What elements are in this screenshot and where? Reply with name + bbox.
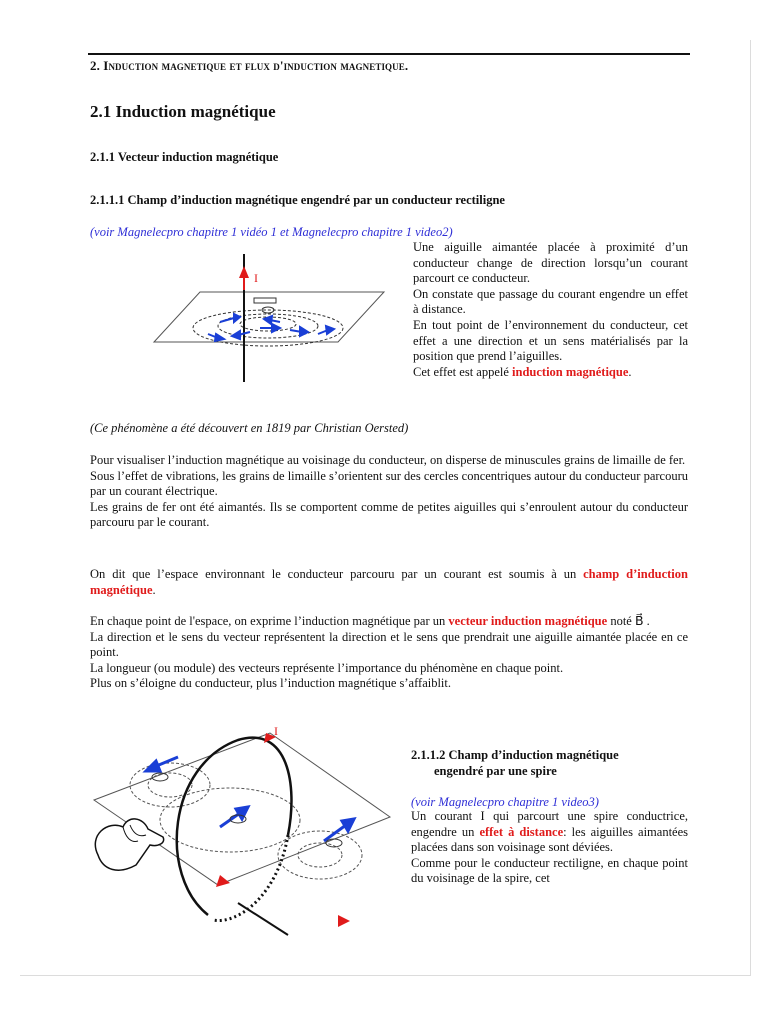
para2-suffix: . xyxy=(152,582,156,597)
para3-c: La longueur (ou module) des vecteurs représente l’importance du phénomène en chaque point. xyxy=(90,660,564,675)
part1-heading: 2.1.1.1 Champ d’induction magnétique engendré par un conducteur rectiligne xyxy=(90,193,505,207)
para1-c: Les grains de fer ont été aimantés. Ils se comportent comme de petites aiguilles qui s’enroulent autour du conducteur parcouru par le courant. xyxy=(90,499,688,530)
para1-a: Pour visualiser l’induction magnétique au voisinage du conducteur, on disperse de minuscules grains de limaille de fer. xyxy=(90,453,686,467)
para1-b: Sous l’effet de vibrations, les grains de limaille s’orientent sur des cercles concentriques autour du conducteur parcouru par un courant électrique. xyxy=(90,468,688,499)
part1-right-text xyxy=(413,240,688,380)
paragraph-champ xyxy=(90,567,688,598)
figure1-current-label: I xyxy=(254,271,258,285)
part1-text-a: Une aiguille aimantée placée à proximité d’un conducteur change de direction lorsqu’un courant parcourt ce conducteur. xyxy=(413,240,688,286)
part2-heading xyxy=(411,747,691,779)
subsection-title: 2.1 Induction magnétique xyxy=(90,102,276,121)
term-induction-magnetique: induction magnétique xyxy=(512,364,629,379)
part2-right-text xyxy=(411,809,688,887)
para3-prefix: En chaque point de l'espace, on exprime l’induction magnétique par un xyxy=(90,614,449,628)
term-champ-induction: champ d’induction magnétique xyxy=(90,567,688,597)
part2-heading-a: 2.1.1.2 Champ d’induction magnétique xyxy=(411,748,619,762)
para3-suffix: noté B⃗ . xyxy=(607,614,650,628)
figure-straight-conductor xyxy=(150,250,390,385)
paragraph-limaille xyxy=(90,453,688,531)
part2-text-a-prefix: Un courant I qui parcourt une spire conductrice, engendre un xyxy=(411,809,688,839)
part1-text-d-suffix: . xyxy=(628,364,632,379)
section-title: 2. Induction magnetique et flux d'induction magnetique. xyxy=(90,58,409,73)
para3-b: La direction et le sens du vecteur représentent la direction et le sens que prendrait une aiguille aimantée placée en ce point. xyxy=(90,629,688,660)
para3-d: Plus on s’éloigne du conducteur, plus l’induction magnétique s’affaiblit. xyxy=(90,676,452,691)
subsubsection-title: 2.1.1 Vecteur induction magnétique xyxy=(90,150,279,164)
part2-text-a-suffix: : les aiguilles aimantées placées dans son voisinage sont déviées. xyxy=(411,824,689,855)
header-rule xyxy=(88,53,690,55)
para2-prefix: On dit que l’espace environnant le conducteur parcouru par un courant est soumis à un xyxy=(90,567,584,581)
paragraph-vecteur xyxy=(90,614,688,692)
part1-text-b: On constate que passage du courant engendre un effet à distance. xyxy=(413,286,688,317)
term-vecteur-induction: vecteur induction magnétique xyxy=(448,614,608,628)
figure-loop-conductor xyxy=(88,725,398,940)
figure2-current-label: I xyxy=(274,725,278,738)
part1-text-c: En tout point de l’environnement du conducteur, cet effet a une direction et un sens matérialisés par la position que prend l’aiguilles. xyxy=(413,317,688,364)
part2-text-b: Comme pour le conducteur rectiligne, en chaque point du voisinage de la spire, cet xyxy=(411,855,688,886)
video-link-1[interactable]: (voir Magnelecpro chapitre 1 vidéo 1 et Magnelecpro chapitre 1 video2) xyxy=(90,225,453,239)
oersted-note: (Ce phénomène a été découvert en 1819 par Christian Oersted) xyxy=(90,421,409,435)
part1-text-d-prefix: Cet effet est appelé xyxy=(413,364,513,379)
part2-heading-b: engendré par une spire xyxy=(434,764,557,778)
video-link-2[interactable]: (voir Magnelecpro chapitre 1 video3) xyxy=(411,795,599,809)
term-effet-distance: effet à distance xyxy=(479,824,564,839)
